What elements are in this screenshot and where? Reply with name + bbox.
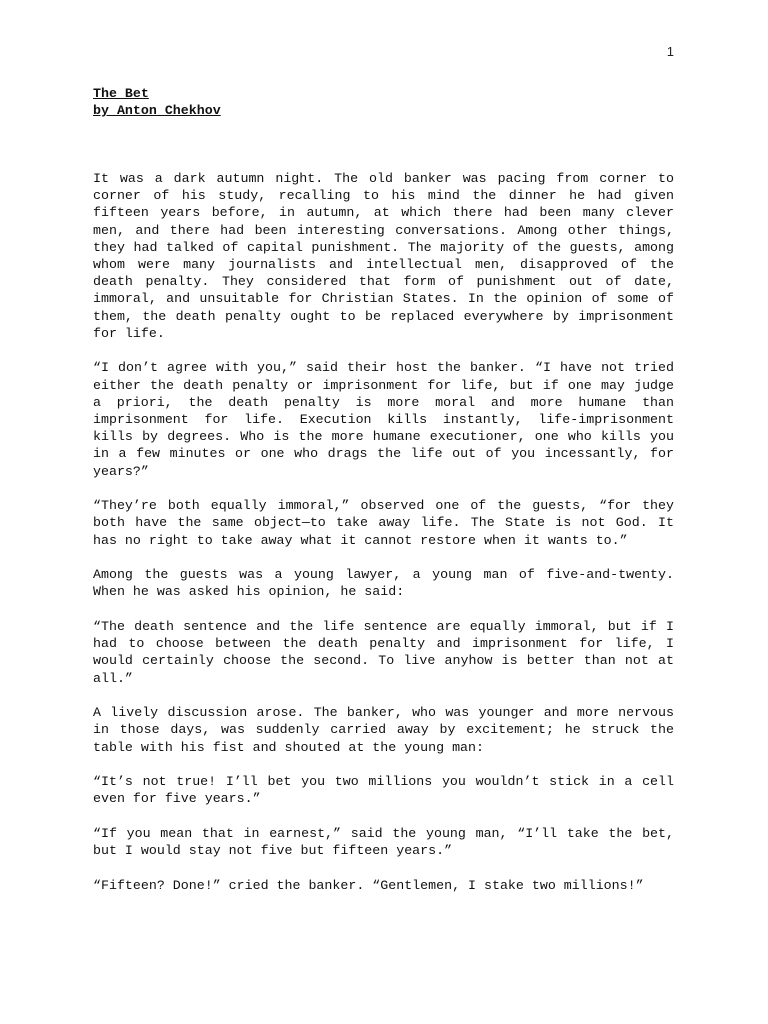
paragraph: “It’s not true! I’ll bet you two millions you wouldn’t stick in a cell even for five years.”	[93, 774, 674, 807]
paragraph: “If you mean that in earnest,” said the young man, “I’ll take the bet, but I would stay not five but fifteen years.”	[93, 826, 674, 859]
story-body	[93, 170, 674, 911]
page-number: 1	[666, 44, 674, 59]
paragraph: It was a dark autumn night. The old banker was pacing from corner to corner of his study, recalling to his mind the dinner he had given fifteen years before, in autumn, at which there had been many clever men, and there had been interesting conversations. Among other things, they had talked of capital punishment. The majority of the guests, among whom were many journalists and intellectual men, disapproved of the death penalty. They considered that form of punishment out of date, immoral, and unsuitable for Christian States. In the opinion of some of them, the death penalty ought to be replaced everywhere by imprisonment for life.	[93, 171, 674, 341]
paragraph: “I don’t agree with you,” said their host the banker. “I have not tried either the death penalty or imprisonment for life, but if one may judge a priori, the death penalty is more moral and more humane than imprisonment for life. Execution kills instantly, life-imprisonment kills by degrees. Who is the more humane executioner, one who kills you in a few minutes or one who drags the life out of you incessantly, for years?”	[93, 360, 674, 479]
paragraph: “They’re both equally immoral,” observed one of the guests, “for they both have the same object—to take away life. The State is not God. It has no right to take away what it cannot restore when it wants to.”	[93, 498, 674, 548]
author-line: by Anton Chekhov	[93, 103, 221, 118]
story-title: The Bet	[93, 86, 149, 101]
paragraph: A lively discussion arose. The banker, who was younger and more nervous in those days, was suddenly carried away by excitement; he struck the table with his fist and shouted at the young man:	[93, 705, 674, 755]
title-block	[93, 85, 221, 119]
paragraph: “The death sentence and the life sentence are equally immoral, but if I had to choose between the death penalty and imprisonment for life, I would certainly choose the second. To live anyhow is better than not at all.”	[93, 619, 674, 686]
paragraph: “Fifteen? Done!” cried the banker. “Gentlemen, I stake two millions!”	[93, 877, 644, 893]
paragraph: Among the guests was a young lawyer, a young man of five-and-twenty. When he was asked his opinion, he said:	[93, 567, 674, 600]
